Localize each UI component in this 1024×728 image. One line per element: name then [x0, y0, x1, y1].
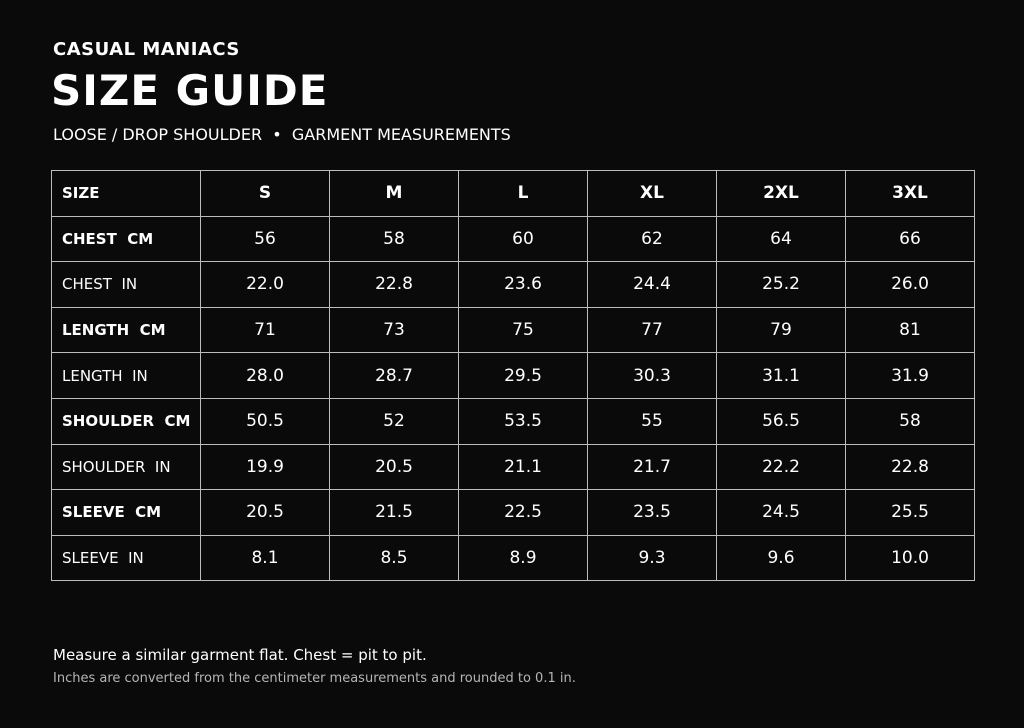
table-cell: 20.5 [201, 490, 330, 536]
brand-name: CASUAL MANIACS [53, 39, 240, 60]
table-cell: 19.9 [201, 444, 330, 490]
table-cell: 24.4 [588, 262, 717, 308]
table-row [52, 444, 975, 490]
row-label: SLEEVE CM [52, 490, 201, 536]
row-label: LENGTH CM [52, 307, 201, 353]
table-row [52, 398, 975, 444]
row-label: SHOULDER IN [52, 444, 201, 490]
table-cell: 20.5 [330, 444, 459, 490]
row-label: CHEST IN [52, 262, 201, 308]
table-row [52, 262, 975, 308]
table-cell: 81 [846, 307, 975, 353]
row-label: LENGTH IN [52, 353, 201, 399]
table-cell: 52 [330, 398, 459, 444]
table-cell: 29.5 [459, 353, 588, 399]
table-body [52, 216, 975, 581]
table-cell: 21.7 [588, 444, 717, 490]
table-cell: 8.9 [459, 535, 588, 581]
size-header-m: M [330, 171, 459, 217]
measure-note: Measure a similar garment flat. Chest = pit to pit. [53, 646, 427, 664]
table-cell: 24.5 [717, 490, 846, 536]
table-header-row [52, 171, 975, 217]
table-cell: 25.2 [717, 262, 846, 308]
table-cell: 8.5 [330, 535, 459, 581]
table-cell: 62 [588, 216, 717, 262]
size-header-s: S [201, 171, 330, 217]
conversion-note: Inches are converted from the centimeter measurements and rounded to 0.1 in. [53, 671, 576, 686]
corner-label: SIZE [52, 171, 201, 217]
table-cell: 64 [717, 216, 846, 262]
table-cell: 60 [459, 216, 588, 262]
table-cell: 26.0 [846, 262, 975, 308]
size-header-xl: XL [588, 171, 717, 217]
table-cell: 8.1 [201, 535, 330, 581]
table-cell: 10.0 [846, 535, 975, 581]
row-label: SHOULDER CM [52, 398, 201, 444]
table-cell: 66 [846, 216, 975, 262]
row-label: SLEEVE IN [52, 535, 201, 581]
size-header-2xl: 2XL [717, 171, 846, 217]
table-cell: 9.3 [588, 535, 717, 581]
table-row [52, 490, 975, 536]
table-cell: 22.8 [846, 444, 975, 490]
table-cell: 77 [588, 307, 717, 353]
table-cell: 25.5 [846, 490, 975, 536]
size-table [51, 170, 975, 581]
row-label: CHEST CM [52, 216, 201, 262]
size-header-l: L [459, 171, 588, 217]
table-cell: 56 [201, 216, 330, 262]
size-header-3xl: 3XL [846, 171, 975, 217]
page-subtitle: LOOSE / DROP SHOULDER • GARMENT MEASUREMENTS [53, 125, 511, 144]
table-cell: 58 [846, 398, 975, 444]
table-cell: 56.5 [717, 398, 846, 444]
table-cell: 28.7 [330, 353, 459, 399]
table-cell: 79 [717, 307, 846, 353]
table-cell: 71 [201, 307, 330, 353]
table-cell: 31.1 [717, 353, 846, 399]
table-cell: 75 [459, 307, 588, 353]
table-cell: 22.2 [717, 444, 846, 490]
table-cell: 30.3 [588, 353, 717, 399]
table-cell: 22.5 [459, 490, 588, 536]
table-row [52, 535, 975, 581]
table-cell: 31.9 [846, 353, 975, 399]
table-cell: 50.5 [201, 398, 330, 444]
table-cell: 73 [330, 307, 459, 353]
table-cell: 22.0 [201, 262, 330, 308]
table-cell: 53.5 [459, 398, 588, 444]
table-row [52, 216, 975, 262]
table-cell: 9.6 [717, 535, 846, 581]
table-cell: 58 [330, 216, 459, 262]
table-cell: 28.0 [201, 353, 330, 399]
table-cell: 23.5 [588, 490, 717, 536]
table-cell: 55 [588, 398, 717, 444]
table-cell: 23.6 [459, 262, 588, 308]
table-row [52, 353, 975, 399]
table-cell: 21.5 [330, 490, 459, 536]
table-row [52, 307, 975, 353]
table-cell: 21.1 [459, 444, 588, 490]
table-cell: 22.8 [330, 262, 459, 308]
page-title: SIZE GUIDE [51, 66, 329, 115]
